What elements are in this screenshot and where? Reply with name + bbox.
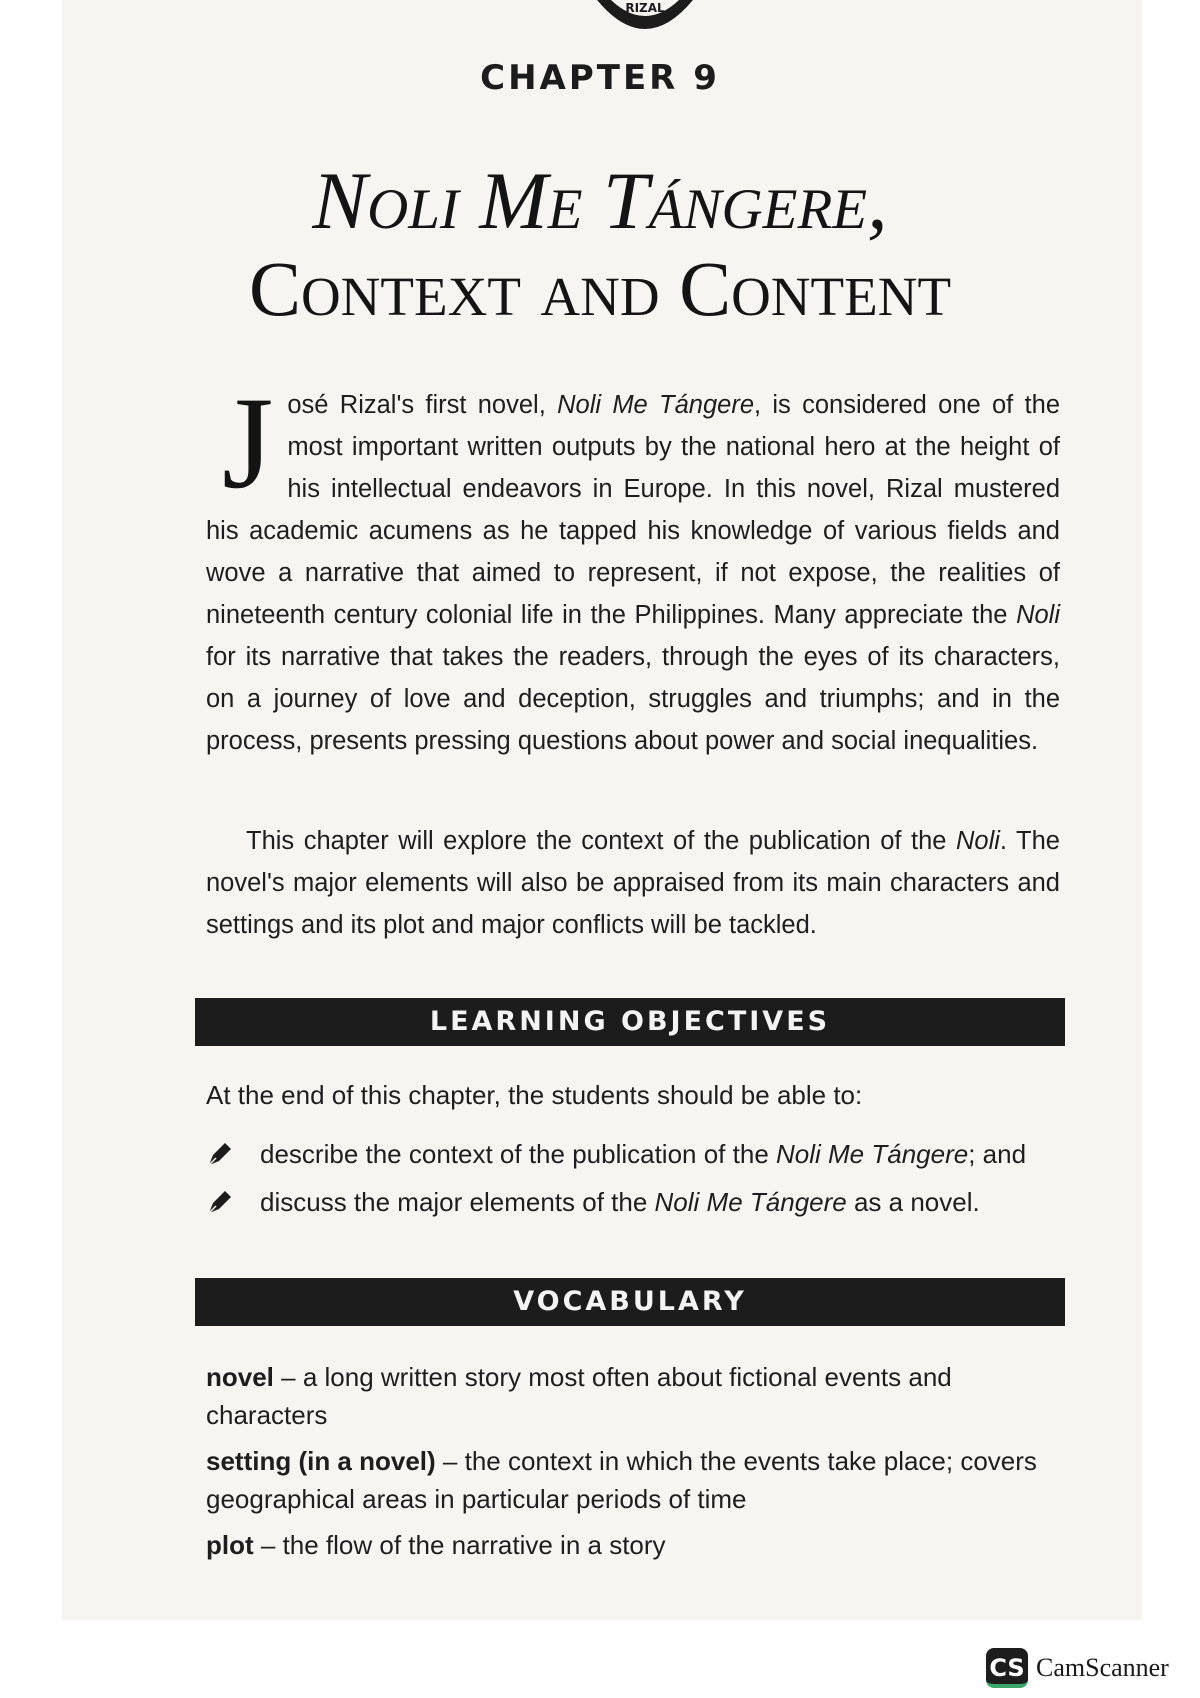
camscanner-logo-icon: CS <box>986 1648 1028 1688</box>
italic-title-text: Noli <box>955 827 1000 855</box>
text-segment: This chapter will explore the context of the publication of the <box>246 827 956 855</box>
rizal-logo-icon <box>580 0 710 50</box>
italic-title-text: Noli Me Tángere <box>776 1139 969 1169</box>
vocab-term: plot <box>206 1530 254 1560</box>
pen-nib-icon <box>206 1140 234 1168</box>
text-segment: , is considered one of the most important written outputs by the national hero at the height of his intellectual endeavors in Europe. In this novel, Rizal mustered his academic acumens as he tapped his knowledge of various fields and wove a narrative that aimed to represent, if not expose, the realities of nineteenth century colonial life in the Philippines. Many appreciate the <box>206 391 1060 629</box>
camscanner-name: CamScanner <box>1036 1653 1169 1682</box>
pen-nib-icon <box>206 1188 234 1216</box>
intro-paragraph <box>206 369 1060 762</box>
overview-text <box>206 827 1060 939</box>
text-segment: as a novel. <box>846 1187 980 1217</box>
text-segment: ; and <box>968 1139 1027 1169</box>
chapter-overview-paragraph <box>206 820 1060 946</box>
objective-text <box>260 1178 980 1226</box>
chapter-label: CHAPTER 9 <box>480 58 720 98</box>
text-segment: for its narrative that takes the readers, through the eyes of its characters, on a journey of love and deception, struggles and triumphs; and in the process, presents pressing questions about power and social inequalities. <box>206 643 1060 755</box>
page-title-line1: Noli Me Tángere, <box>312 155 888 246</box>
vocab-entry <box>206 1526 1066 1564</box>
vocab-entry <box>206 1442 1066 1518</box>
vocabulary-heading: VOCABULARY <box>195 1278 1065 1326</box>
italic-title-text: Noli Me Tángere <box>654 1187 847 1217</box>
text-segment: osé Rizal's first novel, <box>287 391 558 419</box>
vocabulary-list <box>206 1358 1066 1572</box>
objectives-intro: At the end of this chapter, the students should be able to: <box>206 1080 863 1110</box>
italic-title-text: Noli <box>1016 601 1060 629</box>
vocab-term: setting (in a novel) <box>206 1446 436 1476</box>
vocab-entry <box>206 1358 1066 1434</box>
camscanner-watermark <box>986 1648 1169 1688</box>
objective-text <box>260 1130 1026 1178</box>
objectives-list <box>206 1130 1066 1226</box>
learning-objectives-heading: LEARNING OBJECTIVES <box>195 998 1065 1046</box>
list-item <box>206 1130 1066 1178</box>
text-segment: describe the context of the publication of the <box>260 1139 777 1169</box>
drop-cap: J <box>222 369 274 516</box>
vocab-definition: – a long written story most often about fictional events and characters <box>206 1362 952 1430</box>
vocab-term: novel <box>206 1362 274 1392</box>
list-item <box>206 1178 1066 1226</box>
intro-text <box>206 369 1060 755</box>
page-title-line2: Context and Content <box>248 245 952 332</box>
logo-text: RIZAL <box>625 1 665 15</box>
italic-title-text: Noli Me Tángere <box>557 391 755 419</box>
vocab-definition: – the flow of the narrative in a story <box>253 1530 666 1560</box>
text-segment: discuss the major elements of the <box>260 1187 655 1217</box>
text-segment: . The novel's major elements will also be appraised from its main characters and settings and its plot and major conflicts will be tackled. <box>206 827 1060 939</box>
vocab-definition: – the context in which the events take place; covers geographical areas in particular periods of time <box>206 1446 1037 1514</box>
